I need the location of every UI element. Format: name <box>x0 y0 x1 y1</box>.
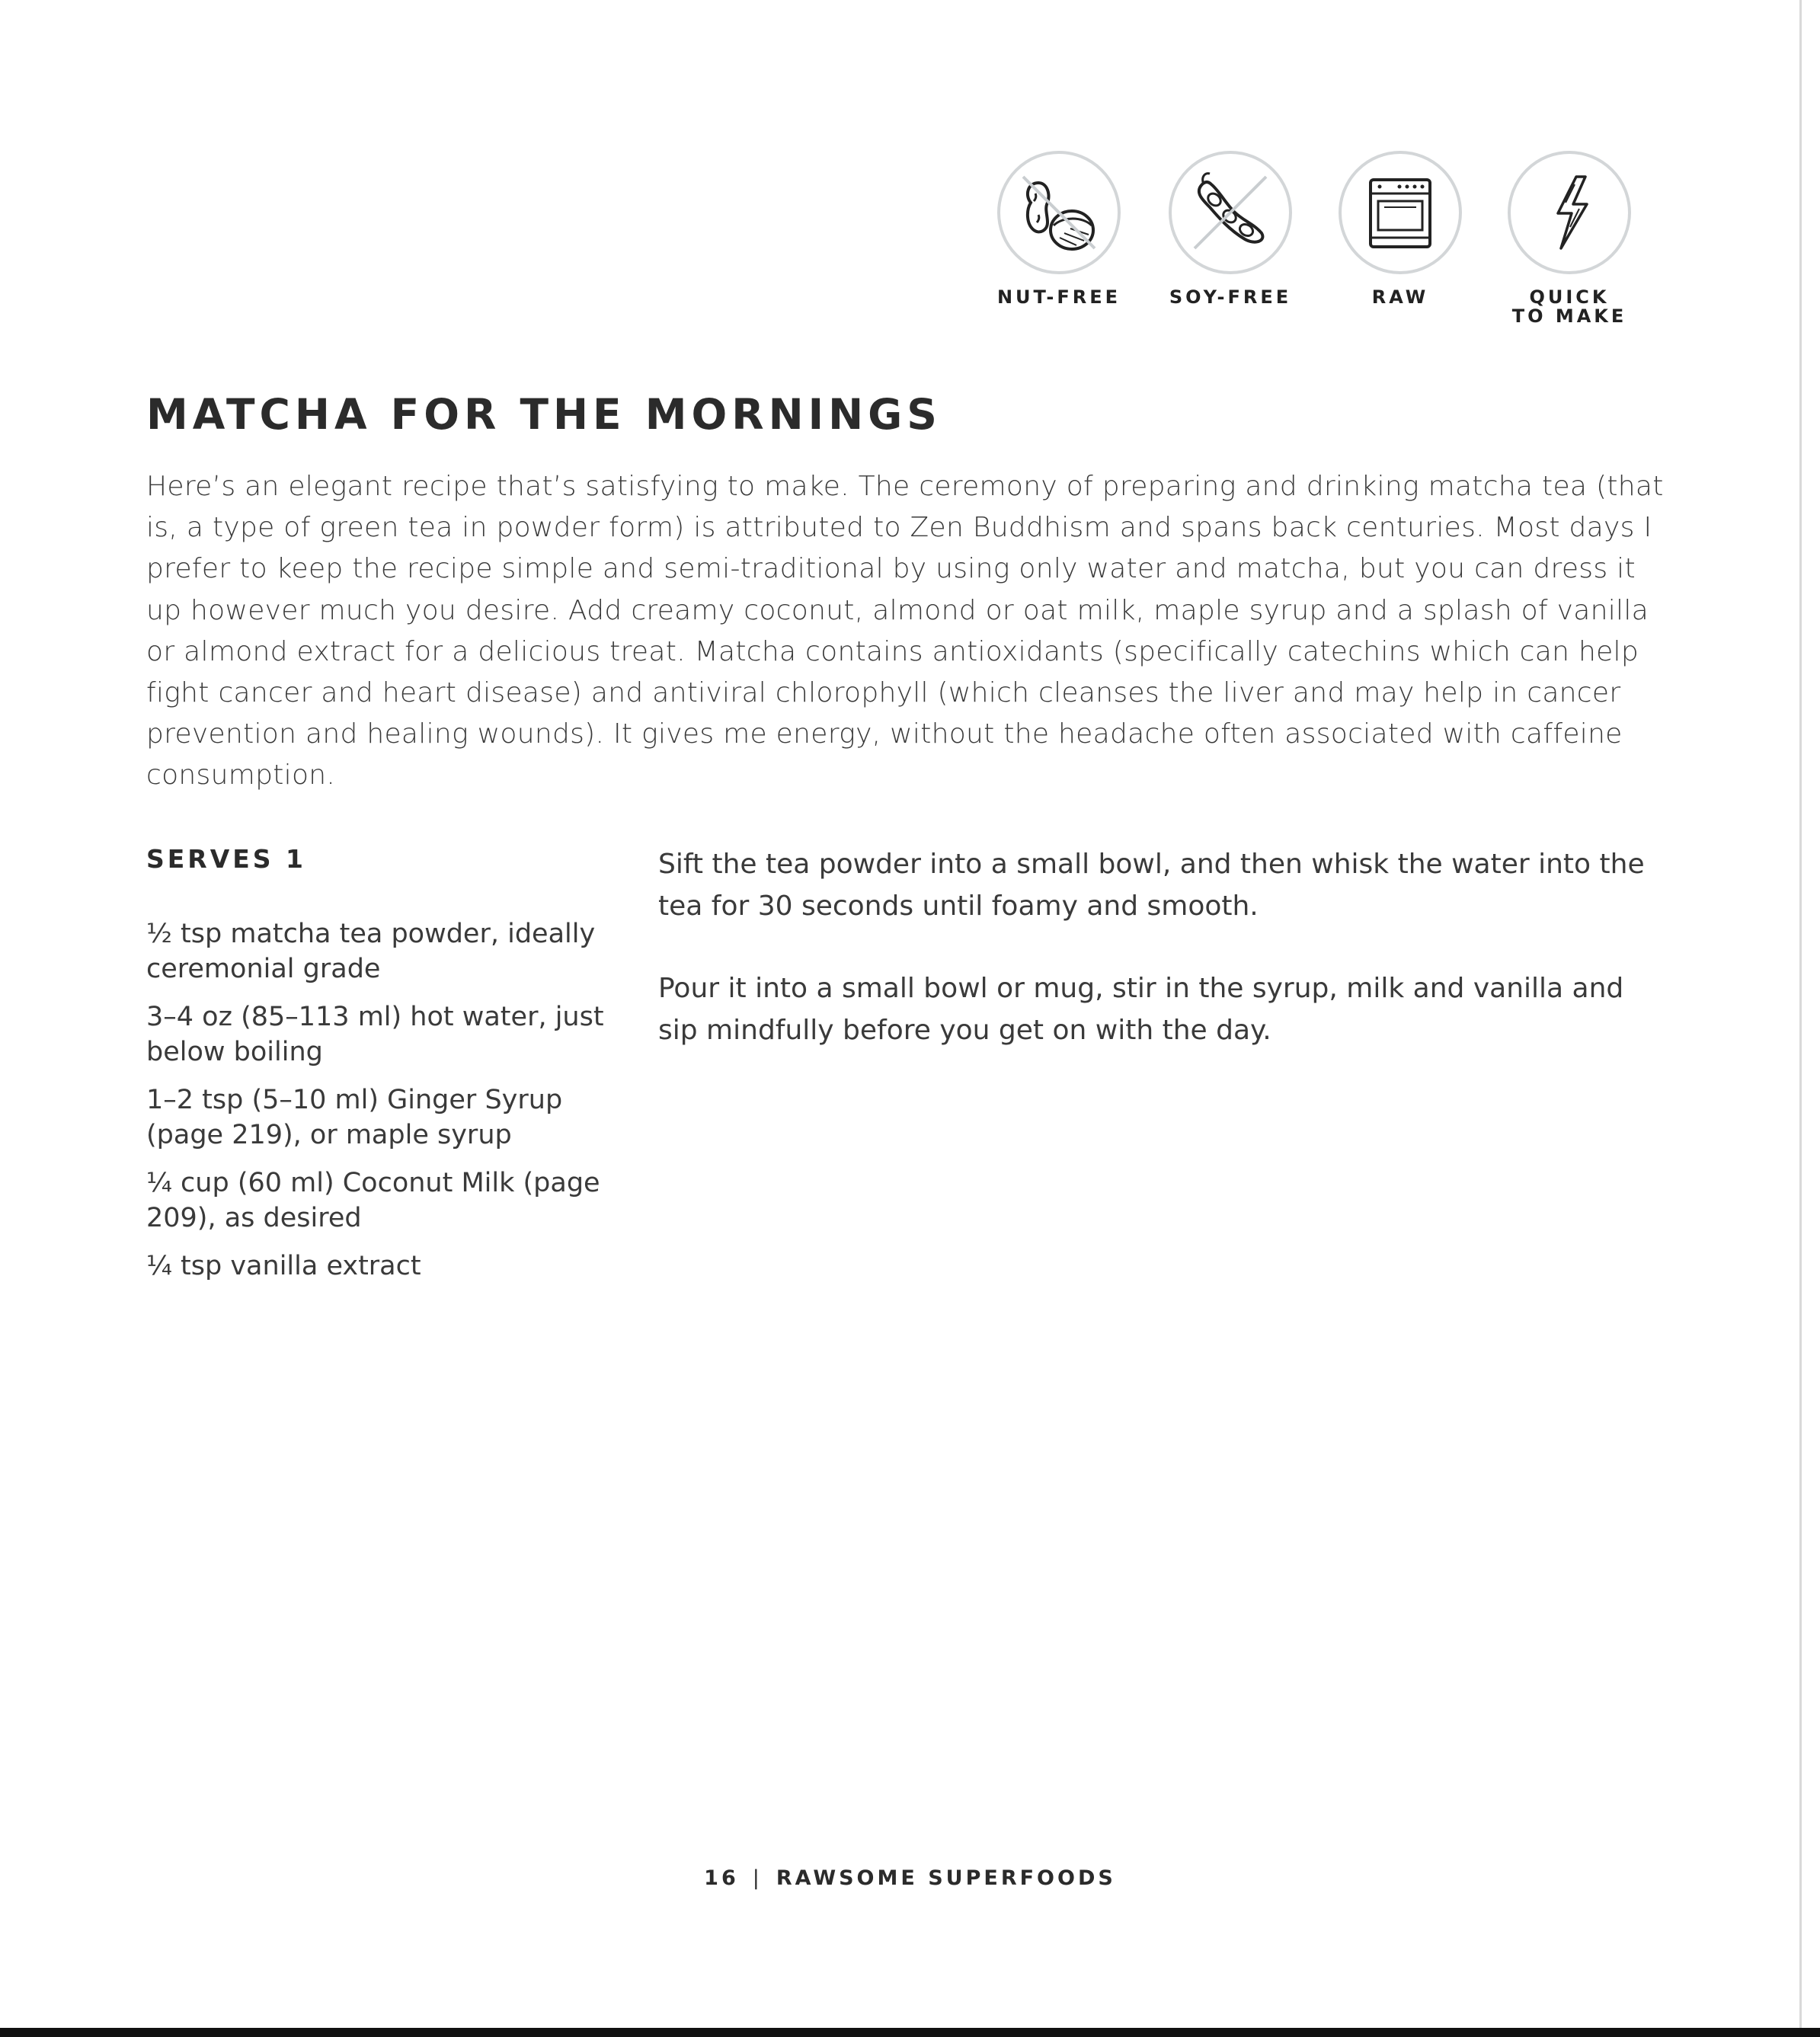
scan-edge-right <box>1799 0 1802 2037</box>
ingredient-item: ¼ cup (60 ml) Coconut Milk (page 209), as desired <box>146 1168 600 1233</box>
ingredient-item: ¼ tsp vanilla extract <box>146 1251 421 1281</box>
soy-free-badge <box>1154 151 1307 307</box>
serves-heading: SERVES 1 <box>146 844 307 874</box>
quick-to-make-badge <box>1493 151 1646 326</box>
recipe-intro: Here’s an elegant recipe that’s satisfying to make. The ceremony of preparing and drinking matcha tea (that is, a type of green tea in powder form) is attributed to Zen Buddhism and spans back centuries. Most days I prefer to keep the recipe simple and semi-traditional by using only water and matcha, but you can dress it up however much you desire. Add creamy coconut, almond or oat milk, maple syrup and a splash of vanilla or almond extract for a delicious treat. Matcha contains antioxidants (specifically catechins which can help fight cancer and heart disease) and antiviral chlorophyll (which cleanses the liver and may help in cancer prevention and healing wounds). It gives me energy, without the headache often associated with caffeine consumption. <box>146 471 1664 791</box>
footer-separator: | <box>752 1866 763 1890</box>
quick-to-make-label: QUICK TO MAKE <box>1511 286 1627 327</box>
raw-badge <box>1324 151 1476 307</box>
ingredient-list <box>146 916 634 1297</box>
nut-free-icon <box>997 151 1121 274</box>
ingredient-item: 1–2 tsp (5–10 ml) Ginger Syrup (page 219), or maple syrup <box>146 1085 563 1150</box>
method-step: Pour it into a small bowl or mug, stir in the syrup, milk and vanilla and sip mindfully before you get on with the day. <box>658 973 1624 1046</box>
soy-free-icon <box>1169 151 1292 274</box>
method-step: Sift the tea powder into a small bowl, and then whisk the water into the tea for 30 seconds until foamy and smooth. <box>658 849 1645 922</box>
recipe-title: MATCHA FOR THE MORNINGS <box>146 390 942 439</box>
nut-free-badge <box>983 151 1135 307</box>
soy-free-label: SOY-FREE <box>1169 286 1292 308</box>
raw-label: RAW <box>1371 286 1429 308</box>
ingredient-item: 3–4 oz (85–113 ml) hot water, just below boiling <box>146 1002 604 1067</box>
lightning-icon <box>1508 151 1631 274</box>
diet-badges <box>983 151 1661 334</box>
page-number: 16 <box>704 1866 739 1890</box>
book-title: RAWSOME SUPERFOODS <box>776 1866 1116 1890</box>
raw-oven-icon <box>1339 151 1462 274</box>
method-steps <box>658 844 1671 1092</box>
ingredient-item: ½ tsp matcha tea powder, ideally ceremonial grade <box>146 919 596 984</box>
scan-edge-bottom <box>0 2028 1820 2037</box>
nut-free-label: NUT-FREE <box>996 286 1121 308</box>
page-footer <box>0 1866 1820 1890</box>
